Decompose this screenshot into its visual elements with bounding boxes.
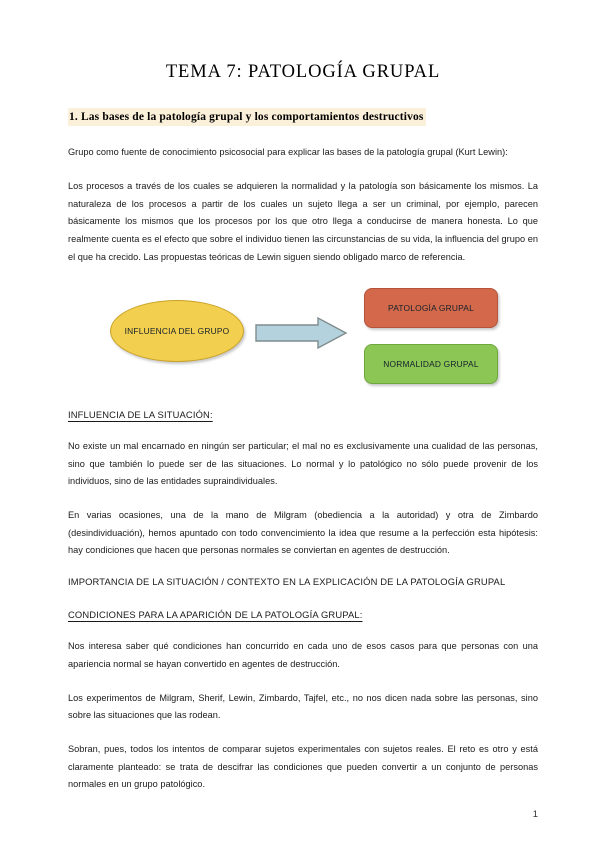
paragraph-milgram-zimbardo: En varias ocasiones, una de la mano de Milgram (obediencia a la autoridad) y otra de Zimbardo (desindividuación), hemos apuntado con todo convencimiento la idea que resume a la perfección esta hipótesis: hay condiciones que hacen que personas normales se conviertan en agentes de destrucción. (68, 510, 538, 556)
diagram-outcome-pathology-label: PATOLOGÍA GRUPAL (388, 303, 474, 314)
paragraph-mal-encarnado: No existe un mal encarnado en ningún ser particular; el mal no es exclusivamente una cualidad de las personas, sino que también lo puede ser de las situaciones. Lo normal y lo patológico no sólo puede provenir de los individuos, sino de las entidades supraindividuales. (68, 441, 538, 487)
paragraph-sobran: Sobran, pues, todos los intentos de comparar sujetos experimentales con sujetos reales. El reto es otro y está claramente planteado: se trata de descifrar las condiciones que pueden convertir a un conjunto de personas normales en un grupo patológico. (68, 743, 538, 790)
diagram-outcome-normality (364, 344, 498, 384)
paragraph-intro: Grupo como fuente de conocimiento psicosocial para explicar las bases de la patología grupal (Kurt Lewin): (68, 147, 508, 158)
paragraph-procesos: Los procesos a través de los cuales se adquieren la normalidad y la patología son básicamente los mismos. La naturaleza de los procesos a partir de los cuales un sujeto llega a ser un criminal, por ejemplo, parecen básicamente los mismos que los procesos por los que otro llega a conducirse de manera honesta. Lo que realmente cuenta es el efecto que sobre el individuo tienen las circunstancias de su vida, la influencia del grupo en el que ha crecido. Las propuestas teóricas de Lewin siguen siendo obligado marco de referencia. (68, 181, 538, 262)
right-arrow-icon (254, 316, 348, 350)
page-number: 1 (532, 809, 538, 820)
diagram-outcome-normality-label: NORMALIDAD GRUPAL (383, 359, 479, 370)
paragraph-experimentos: Los experimentos de Milgram, Sherif, Lewin, Zimbardo, Tajfel, etc., no nos dicen nada sobre las personas, sino sobre las situaciones que las rodean. (68, 692, 538, 721)
heading-influencia-situacion: INFLUENCIA DE LA SITUACIÓN: (68, 409, 213, 421)
diagram-outcome-pathology (364, 288, 498, 328)
diagram-source-label: INFLUENCIA DEL GRUPO (124, 325, 230, 336)
page-title: TEMA 7: PATOLOGÍA GRUPAL (165, 62, 441, 82)
diagram-source-ellipse (110, 300, 244, 362)
paragraph-nos-interesa: Nos interesa saber qué condiciones han concurrido en cada uno de esos casos para que personas con una apariencia normal se hayan convertido en agentes de destrucción. (68, 641, 538, 669)
heading-condiciones-aparicion: CONDICIONES PARA LA APARICIÓN DE LA PATOLOGÍA GRUPAL: (68, 609, 363, 621)
section-heading-highlighted: 1. Las bases de la patología grupal y los comportamientos destructivos (68, 108, 426, 126)
heading-importancia-situacion: IMPORTANCIA DE LA SITUACIÓN / CONTEXTO EN LA EXPLICACIÓN DE LA PATOLOGÍA GRUPAL (68, 576, 506, 588)
influence-diagram (68, 282, 538, 394)
section-heading-container (68, 107, 538, 144)
